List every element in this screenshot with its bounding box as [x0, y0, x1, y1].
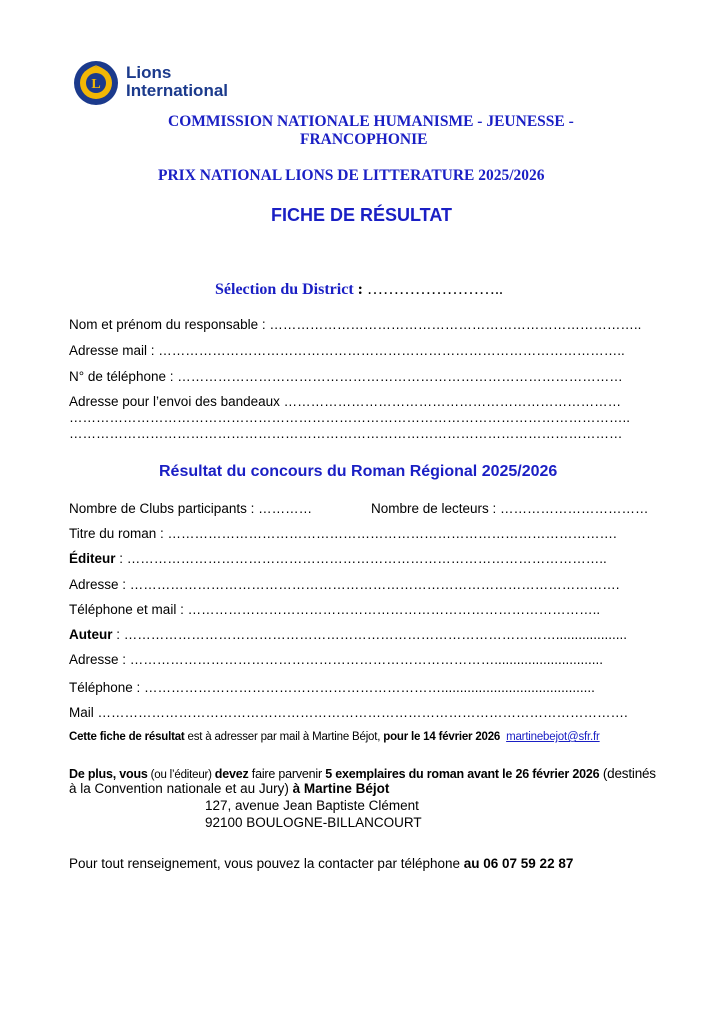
selection-dots: …………………….. [366, 281, 503, 298]
commission-title-line1: COMMISSION NATIONALE HUMANISME - JEUNESSE - [168, 113, 574, 130]
responsable-mail-field: Adresse mail : ………………………………………………………………………………………….. [69, 343, 625, 358]
fiche-instruction-deadline: pour le 14 février 2026 [383, 731, 501, 743]
editeur-adresse-field: Adresse : ………………………………………………………………………………………………. [69, 577, 620, 592]
prix-title: PRIX NATIONAL LIONS DE LITTERATURE 2025/2026 [158, 167, 545, 184]
recipient-address-line2: 92100 BOULOGNE-BILLANCOURT [205, 815, 422, 830]
fiche-instruction [69, 731, 600, 743]
titre-roman-field: Titre du roman : ………………………………………………………………………………………. [69, 526, 617, 541]
responsable-tel-field: N° de téléphone : ……………………………………………………………………………………… [69, 369, 623, 384]
clubs-count-field: Nombre de Clubs participants : ………… [69, 501, 313, 516]
recipient-address-line1: 127, avenue Jean Baptiste Clément [205, 798, 419, 813]
contact-phone: au 06 07 59 22 87 [463, 856, 574, 871]
envoi-bold-1: De plus, vous [69, 767, 148, 781]
envoi-text-1: (ou l’éditeur) [147, 769, 215, 781]
fiche-instruction-text-1: est à adresser par mail à Martine Béjot, [184, 731, 384, 743]
selection-colon: : [353, 281, 367, 298]
auteur-mail-field: Mail ………………………………………………………………………………………………………. [69, 705, 628, 720]
email-link[interactable]: martinebejot@sfr.fr [506, 731, 600, 743]
commission-title-line2: FRANCOPHONIE [300, 131, 428, 148]
envoi-instruction-line1 [69, 766, 656, 781]
editeur-dots: : …………………………………………………………………………………………….. [115, 551, 607, 566]
envoi-instruction-line2 [69, 781, 389, 796]
svg-text:L: L [91, 77, 101, 92]
resultat-section-title: Résultat du concours du Roman Régional 2025/2026 [159, 463, 558, 480]
auteur-label: Auteur [69, 627, 113, 642]
envoi-text-4: à la Convention nationale et au Jury) [69, 781, 293, 796]
contact-text: Pour tout renseignement, vous pouvez la contacter par téléphone [69, 856, 464, 871]
bandeaux-address-dots-2: …………………………………………………………………………………………………………… [69, 426, 623, 441]
bandeaux-address-field: Adresse pour l’envoi des bandeaux ………………………………………………………………… [69, 394, 622, 409]
auteur-field [69, 627, 627, 642]
auteur-adresse-field: Adresse : ………………………………………………………………………............................. [69, 652, 604, 667]
lions-emblem-icon [73, 60, 119, 106]
bandeaux-address-dots-1: …………………………………………………………………………………………………………….. [69, 410, 631, 425]
page-title: FICHE DE RÉSULTAT [271, 205, 452, 225]
contact-line [69, 856, 573, 871]
auteur-dots: : ……………………………………………………………………………………................... [112, 627, 628, 642]
responsable-nom-field: Nom et prénom du responsable : ……………………………………………………………………….. [69, 317, 642, 332]
selection-district-line [215, 281, 503, 299]
envoi-recipient: à Martine Béjot [292, 781, 390, 796]
auteur-telephone-field: Téléphone : …………………………………………………………......................................... [69, 680, 595, 695]
envoi-bold-2: devez [214, 767, 249, 781]
lecteurs-count-field: Nombre de lecteurs : …………………………… [371, 501, 649, 516]
logo-word-lions: Lions [126, 63, 172, 82]
envoi-bold-3: 5 exemplaires du roman avant le 26 février 2026 [325, 767, 600, 781]
envoi-text-3: (destinés [599, 766, 656, 781]
logo-word-international: International [126, 81, 229, 100]
editeur-label: Éditeur [69, 551, 116, 566]
editeur-field [69, 551, 607, 566]
envoi-text-2: faire parvenir [248, 767, 326, 781]
fiche-instruction-bold-1: Cette fiche de résultat [69, 731, 185, 743]
selection-label: Sélection du District [215, 281, 354, 298]
editeur-tel-mail-field: Téléphone et mail : ……………………………………………………………………………….. [69, 602, 601, 617]
